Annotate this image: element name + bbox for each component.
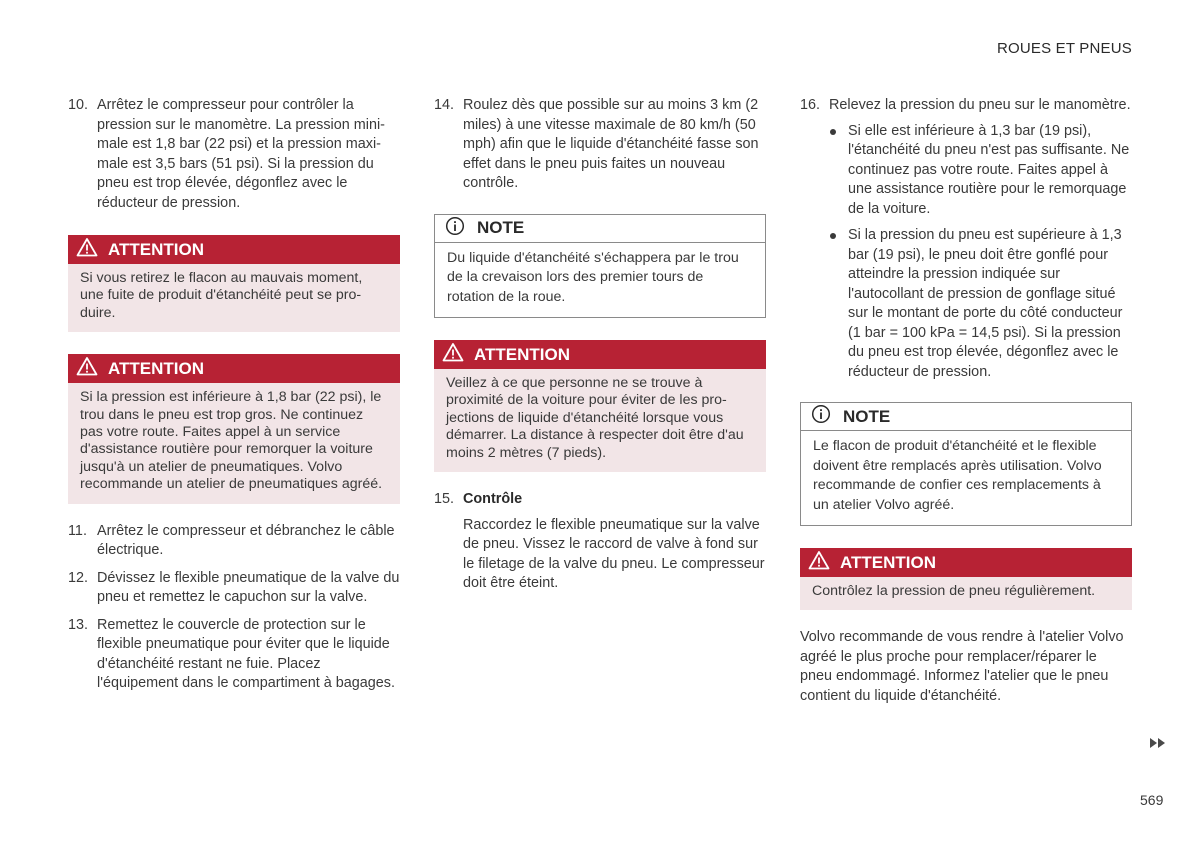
attention-box bbox=[68, 235, 400, 332]
attention-text: Si vous retirez le flacon au mauvais moment, une fuite de produit d'étanchéité peut se produire. bbox=[80, 270, 363, 321]
warning-triangle-icon bbox=[808, 550, 830, 575]
note-text: Le flacon de produit d'étanchéité et le flexible doivent être remplacés après utilisation. Volvo recommande de confier ces remplacements à un atelier Volvo agréé. bbox=[813, 438, 1102, 513]
attention-label: ATTENTION bbox=[474, 344, 571, 364]
step-text: Dévissez le flexible pneumatique de la valve du pneu et remettez le capuchon sur la valve. bbox=[97, 569, 400, 606]
attention-box bbox=[68, 354, 400, 503]
attention-label: ATTENTION bbox=[108, 358, 205, 378]
double-chevron-right-icon bbox=[1148, 736, 1168, 754]
warning-triangle-icon bbox=[76, 237, 98, 262]
step-number: 13. bbox=[68, 616, 89, 633]
info-circle-icon bbox=[811, 404, 831, 429]
note-label: NOTE bbox=[477, 218, 525, 238]
warning-triangle-icon bbox=[76, 356, 98, 381]
column-1 bbox=[68, 96, 400, 702]
step-text: Roulez dès que possible sur au moins 3 km (2 miles) à une vitesse maximale de 80 km/h (50 mph) afin que le liquide d'étanchéité fasse son effet dans le pneu puis faites un nouveau contrôle. bbox=[463, 97, 759, 191]
column-3 bbox=[800, 96, 1132, 706]
bullet-icon bbox=[830, 129, 836, 135]
column-2 bbox=[434, 96, 766, 594]
bullet-list bbox=[829, 122, 1132, 383]
step-number: 12. bbox=[68, 569, 89, 586]
step-title: Contrôle bbox=[463, 491, 523, 508]
note-box bbox=[434, 214, 766, 319]
attention-box bbox=[800, 548, 1132, 610]
attention-header bbox=[800, 548, 1132, 577]
step-number: 15. bbox=[434, 491, 455, 508]
info-circle-icon bbox=[445, 216, 465, 241]
step-number: 16. bbox=[800, 97, 821, 113]
attention-text: Contrôlez la pression de pneu régulièrement. bbox=[812, 583, 1096, 599]
step-number: 14. bbox=[434, 97, 455, 113]
note-label: NOTE bbox=[843, 406, 891, 426]
step-16 bbox=[800, 96, 1132, 116]
section-title: ROUES ET PNEUS bbox=[996, 40, 1132, 57]
list-item bbox=[829, 226, 1132, 382]
step-14 bbox=[434, 96, 766, 194]
attention-text: Veillez à ce que personne ne se trouve à proximité de la voiture pour éviter de les projections de liquide d'étanchéité lorsque vous démarrer. La distance à respecter doit être d'au moins 2 mètres (7 pieds). bbox=[446, 375, 744, 461]
attention-header bbox=[68, 354, 400, 383]
warning-triangle-icon bbox=[442, 342, 464, 367]
page-number: 569 bbox=[1140, 792, 1164, 808]
list-item bbox=[829, 122, 1132, 220]
step-text: Relevez la pression du pneu sur le manomètre. bbox=[829, 97, 1131, 113]
step-15 bbox=[434, 490, 766, 510]
bullet-icon bbox=[830, 233, 836, 239]
closing-paragraph: Volvo recommande de vous rendre à l'atelier Volvo agréé le plus proche pour remplacer/réparer le pneu endommagé. Informez l'atelier que le pneu contient du liquide d'étanchéité. bbox=[800, 629, 1124, 704]
step-10 bbox=[68, 96, 400, 213]
list-item-text: Si elle est inférieure à 1,3 bar (19 psi), l'étanchéité du pneu n'est pas suffisante. Ne continuez pas votre route. Faites appel à une assistance routière pour le remorquage de la voiture. bbox=[848, 122, 1130, 217]
step-text: Raccordez le flexible pneumatique sur la valve de pneu. Vissez le raccord de valve à fond sur le filetage de la valve du pneu. Le compresseur doit être éteint. bbox=[463, 516, 765, 592]
step-11 bbox=[68, 522, 400, 561]
note-header bbox=[435, 215, 765, 243]
attention-box bbox=[434, 340, 766, 472]
note-box bbox=[800, 402, 1132, 526]
attention-text: Si la pression est inférieure à 1,8 bar (22 psi), le trou dans le pneu est trop gros. Ne continuez pas votre route. Faites appel à un service d'assistance routière pour remorquer la voiture jusqu'à un atelier de pneumatiques. Volvo recommande un atelier de pneumatiques agréé. bbox=[80, 389, 383, 493]
step-text: Arrêtez le compresseur et débranchez le câble électrique. bbox=[97, 522, 395, 559]
step-number: 11. bbox=[68, 522, 87, 539]
step-12 bbox=[68, 569, 400, 608]
attention-header bbox=[68, 235, 400, 264]
note-text: Du liquide d'étanchéité s'échappera par le trou de la crevaison lors des premier tours de rotation de la roue. bbox=[447, 249, 739, 305]
attention-label: ATTENTION bbox=[840, 552, 937, 572]
note-header bbox=[801, 403, 1131, 431]
step-text: Remettez le couvercle de protection sur le flexible pneumatique pour éviter que le liquide d'étanchéité restant ne fuie. Placez l'équipement dans le compartiment à bagages. bbox=[97, 616, 395, 692]
step-number: 10. bbox=[68, 97, 89, 113]
attention-header bbox=[434, 340, 766, 369]
attention-label: ATTENTION bbox=[108, 239, 205, 259]
step-13 bbox=[68, 616, 400, 694]
step-text: Arrêtez le compresseur pour contrôler la pression sur le manomètre. La pression minimale est 1,8 bar (22 psi) et la pression maximale est 3,5 bars (51 psi). Si la pression du pneu est trop élevée, dégonflez avec le réducteur de pression. bbox=[97, 97, 385, 211]
list-item-text: Si la pression du pneu est supérieure à 1,3 bar (19 psi), le pneu doit être gonflé pour atteindre la pression indiquée sur l'autocollant de pression de gonflage situé sur le montant de porte du côté conducteur (1 bar = 100 kPa = 14,5 psi). Si la pression du pneu est trop élevée, dégonflez avec le réducteur de pression. bbox=[848, 227, 1123, 380]
